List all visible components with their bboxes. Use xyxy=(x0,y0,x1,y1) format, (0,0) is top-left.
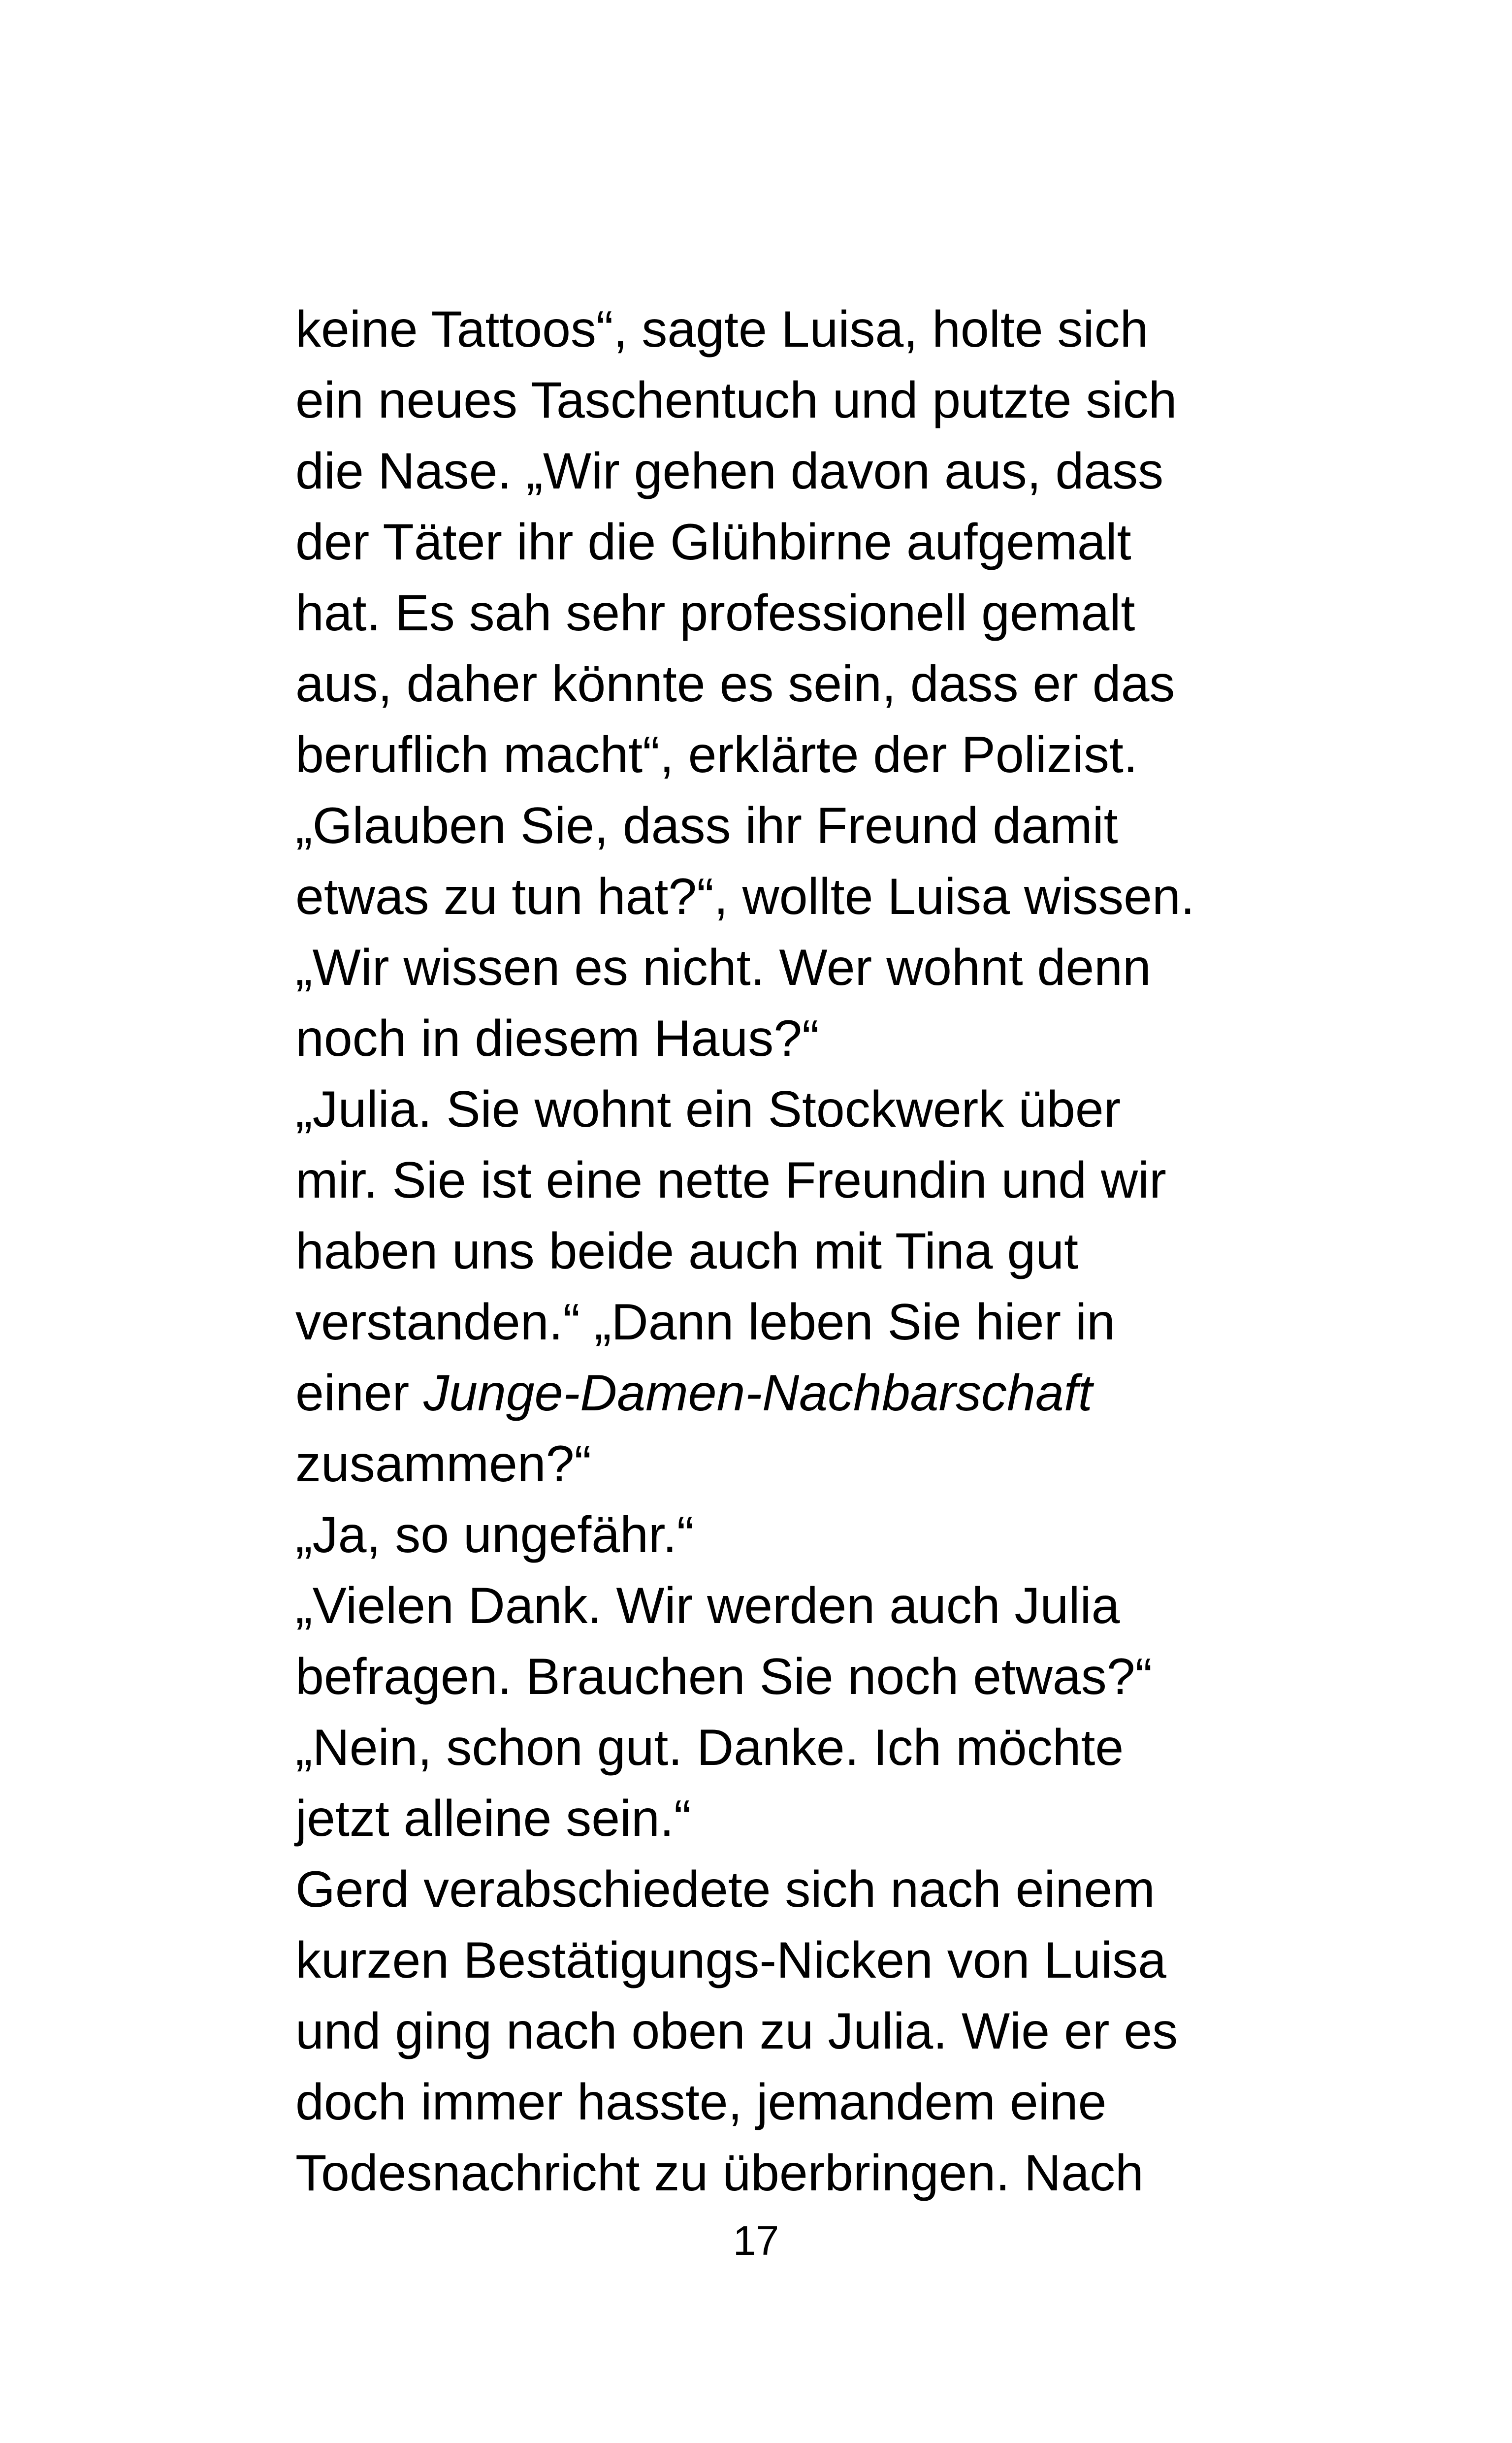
text-line: „Ja, so ungefähr.“ xyxy=(295,1506,694,1564)
text-line: mir. Sie ist eine nette Freundin und wir xyxy=(295,1152,1166,1209)
body-text xyxy=(295,294,1280,2209)
text-line: befragen. Brauchen Sie noch etwas?“ xyxy=(295,1648,1153,1705)
text-line: jetzt alleine sein.“ xyxy=(295,1790,691,1847)
text-line: hat. Es sah sehr professionell gemalt xyxy=(295,585,1135,642)
text-line: und ging nach oben zu Julia. Wie er es xyxy=(295,2003,1178,2060)
text-line: „Nein, schon gut. Danke. Ich möchte xyxy=(295,1719,1124,1776)
text-line: die Nase. „Wir gehen davon aus, dass xyxy=(295,443,1164,500)
text-line: Todesnachricht zu überbringen. Nach xyxy=(295,2145,1144,2202)
text-line: der Täter ihr die Glühbirne aufgemalt xyxy=(295,514,1131,571)
text-line: Gerd verabschiedete sich nach einem xyxy=(295,1861,1155,1918)
text-line: „Vielen Dank. Wir werden auch Julia xyxy=(295,1577,1120,1634)
text-line: etwas zu tun hat?“, wollte Luisa wissen. xyxy=(295,868,1195,925)
text-line: verstanden.“ „Dann leben Sie hier in xyxy=(295,1294,1115,1351)
italic-phrase: Junge-Damen-Nachbarschaft xyxy=(423,1365,1093,1422)
text-run: einer xyxy=(295,1365,424,1422)
text-line: „Wir wissen es nicht. Wer wohnt denn xyxy=(295,939,1151,996)
text-line: „Glauben Sie, dass ihr Freund damit xyxy=(295,797,1118,854)
text-line: noch in diesem Haus?“ xyxy=(295,1010,819,1067)
text-line: doch immer hasste, jemandem eine xyxy=(295,2074,1107,2131)
text-line: aus, daher könnte es sein, dass er das xyxy=(295,655,1175,713)
text-line: keine Tattoos“, sagte Luisa, holte sich xyxy=(295,301,1149,358)
text-line: beruflich macht“, erklärte der Polizist. xyxy=(295,726,1138,783)
page-number: 17 xyxy=(733,2217,779,2264)
text-line: kurzen Bestätigungs-Nicken von Luisa xyxy=(295,1932,1166,1989)
text-line: ein neues Taschentuch und putzte sich xyxy=(295,372,1177,429)
text-line-mixed xyxy=(295,1358,1280,1429)
text-line: zusammen?“ xyxy=(295,1435,592,1493)
text-line: „Julia. Sie wohnt ein Stockwerk über xyxy=(295,1081,1121,1138)
text-line: haben uns beide auch mit Tina gut xyxy=(295,1223,1079,1280)
